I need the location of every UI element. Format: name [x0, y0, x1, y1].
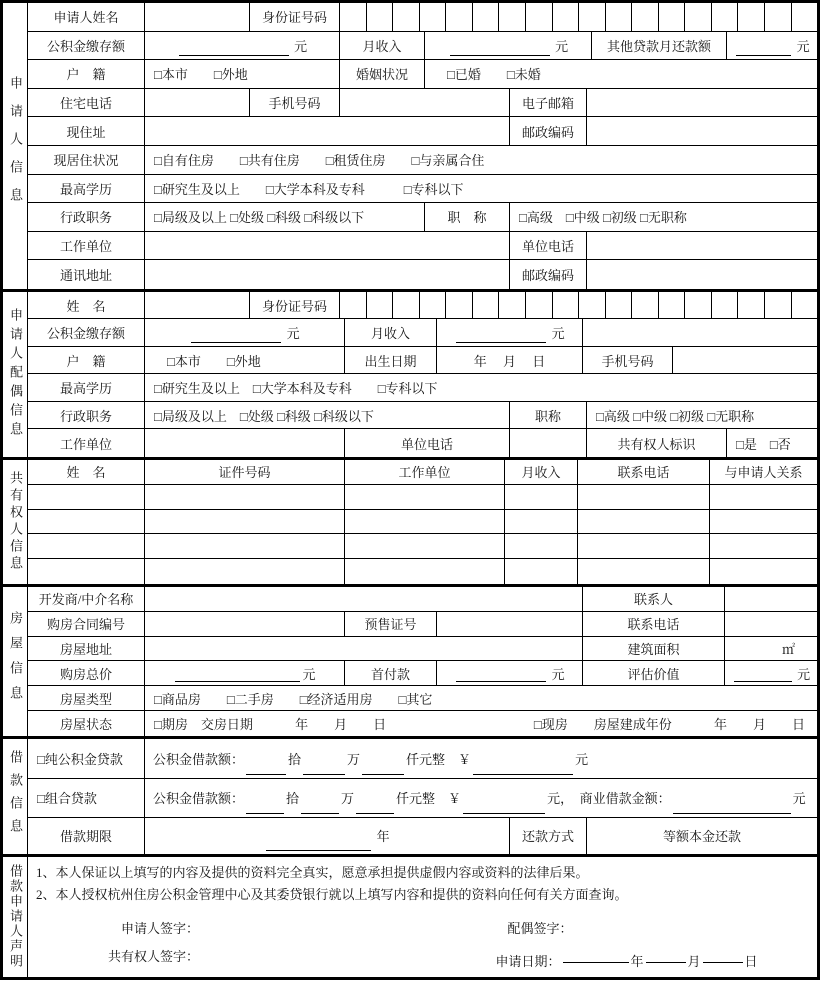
option-group[interactable]: □期房 交房日期 年 月 日 [154, 716, 387, 732]
fill-in-line[interactable] [736, 42, 791, 56]
id-digit-cell[interactable] [659, 292, 686, 319]
form-row [28, 203, 817, 232]
fill-in-line[interactable] [463, 800, 545, 814]
admin-duty-label: 行政职务 [28, 203, 145, 231]
section-rows-spouse [28, 292, 817, 457]
eval-value-value[interactable]: 元 [725, 661, 817, 685]
form-row [28, 661, 817, 686]
coowner-phone-input[interactable] [578, 485, 710, 509]
form-row [28, 402, 817, 430]
form-row [28, 32, 817, 61]
eval-value-label: 评估价值 [583, 661, 725, 685]
total-price-label: 购房总价 [28, 661, 145, 685]
spouse-mobile-input[interactable] [673, 347, 817, 374]
monthly-income-value[interactable]: 元 [425, 32, 592, 60]
spouse-title-options[interactable]: □高级 □中级 □初级 □无职称 [596, 408, 755, 424]
employer-label: 工作单位 [28, 232, 145, 260]
coowner-id-input[interactable] [145, 510, 345, 534]
floor-area-label: 建筑面积 [583, 637, 725, 661]
coowner-id-input[interactable] [145, 485, 345, 509]
spouse-admin-duty-label: 行政职务 [28, 402, 145, 429]
floor-area-value[interactable]: ㎡ [781, 641, 795, 657]
down-payment-label: 首付款 [345, 661, 437, 685]
fill-in-line[interactable] [563, 949, 629, 963]
coowner-income-input[interactable] [505, 559, 578, 584]
spouse-name-input[interactable] [145, 292, 250, 319]
fund-deposit-value[interactable]: 元 [145, 32, 340, 60]
id-digit-cell[interactable] [340, 292, 367, 319]
spouse-title-label: 职称 [510, 402, 587, 429]
loan-term-label: 借款期限 [28, 818, 145, 854]
other-loan-repay-value[interactable]: 元 [727, 32, 817, 60]
section-rows-house [28, 587, 817, 736]
current-address-input[interactable] [145, 117, 510, 145]
work-phone-input[interactable] [587, 232, 817, 260]
section-applicant [3, 3, 817, 292]
fill-in-line[interactable] [362, 761, 404, 775]
applicant-name-input[interactable] [145, 3, 250, 31]
coowner-relation-input[interactable] [710, 534, 817, 558]
id-digit-cell[interactable] [632, 292, 659, 319]
applicant-signature-field[interactable]: 申请人签字： [121, 920, 200, 936]
coowner-name-input[interactable] [28, 510, 145, 534]
spouse-work-phone-label: 单位电话 [345, 429, 510, 457]
id-digit-cell[interactable] [473, 3, 500, 31]
coowner-income-input[interactable] [505, 510, 578, 534]
education-options[interactable]: □研究生及以上 □大学本科及专科 □专科以下 [154, 181, 464, 197]
coowner-relation-input[interactable] [710, 559, 817, 584]
form-row [28, 60, 817, 89]
form-row [28, 232, 817, 261]
id-digit-cell[interactable] [659, 3, 686, 31]
form-row [28, 739, 817, 779]
form-row [28, 292, 817, 320]
contact-person-input[interactable] [725, 587, 817, 611]
id-digit-cell[interactable] [765, 292, 792, 319]
spouse-employer-input[interactable] [145, 429, 345, 457]
spouse-signature-field[interactable]: 配偶签字： [507, 920, 573, 936]
coowner-income-header: 月收入 [505, 460, 578, 484]
spouse-mobile-label: 手机号码 [583, 347, 673, 374]
id-digit-cell[interactable] [420, 292, 447, 319]
spouse-name-label: 姓 名 [28, 292, 145, 319]
developer-name-label: 开发商/中介名称 [28, 587, 145, 611]
form-row [28, 175, 817, 204]
coowner-id-input[interactable] [145, 534, 345, 558]
coowner-name-input[interactable] [28, 485, 145, 509]
spouse-birth-date-label: 出生日期 [345, 347, 437, 374]
home-phone-input[interactable] [145, 89, 250, 117]
repay-method-value: 等额本金还款 [662, 829, 741, 845]
title-label: 职 称 [425, 203, 510, 231]
email-input[interactable] [587, 89, 817, 117]
id-digit-cell[interactable] [606, 3, 633, 31]
id-digit-cell[interactable] [473, 292, 500, 319]
applicant-id-label: 身份证号码 [250, 3, 340, 31]
fill-in-line[interactable] [191, 329, 281, 343]
form-row [28, 686, 817, 711]
combo-loan-amount[interactable]: 公积金借款额： 拾 万 仟元整 ￥ 元， 商业借款金额： 元 [145, 779, 817, 817]
admin-duty-options[interactable]: □局级及以上 □处级 □科级 □科级以下 [145, 203, 425, 231]
monthly-income-label: 月收入 [340, 32, 425, 60]
fill-in-line[interactable] [473, 761, 573, 775]
coowner-name-header: 姓 名 [28, 460, 145, 484]
form-row [28, 818, 817, 854]
coowner-id-input[interactable] [145, 559, 345, 584]
contact-person-label: 联系人 [583, 587, 725, 611]
fill-in-line[interactable] [179, 42, 289, 56]
presale-no-label: 预售证号 [345, 612, 437, 636]
spouse-fund-deposit-value[interactable]: 元 [145, 319, 345, 346]
spouse-monthly-income-value[interactable]: 元 [437, 319, 583, 346]
form-row [28, 637, 817, 662]
id-digit-cell[interactable] [420, 3, 447, 31]
coowner-flag-options[interactable]: □是 □否 [736, 436, 791, 452]
contact-phone-input[interactable] [725, 612, 817, 636]
fill-in-line[interactable] [246, 761, 286, 775]
section-title-coowner: 共有权人信息 [3, 460, 28, 584]
form-row [28, 260, 817, 289]
spouse-birth-date-value[interactable]: 年 月 日 [437, 347, 583, 374]
living-status-label: 现居住状况 [28, 146, 145, 174]
section-rows-loan [28, 739, 817, 854]
spouse-hukou-options[interactable]: □本市 □外地 [145, 347, 345, 374]
section-title-spouse: 申请人配偶信息 [3, 292, 28, 457]
spouse-education-options[interactable]: □研究生及以上 □大学本科及专科 □专科以下 [154, 381, 438, 397]
home-phone-label: 住宅电话 [28, 89, 145, 117]
form-row [28, 779, 817, 818]
form-row [28, 711, 817, 736]
section-title-declaration: 借款申请人声明 [3, 857, 28, 977]
marital-status-label: 婚姻状况 [340, 60, 425, 88]
coowner-employer-input[interactable] [345, 559, 505, 584]
fill-in-line[interactable] [175, 668, 300, 682]
postcode-label: 邮政编码 [510, 117, 587, 145]
repay-method-label: 还款方式 [510, 818, 587, 854]
id-digit-cell[interactable] [553, 292, 580, 319]
id-digit-cell[interactable] [393, 3, 420, 31]
pure-fund-loan-option[interactable]: □纯公积金贷款 [28, 739, 145, 778]
declaration-line-2: 2、本人授权杭州住房公积金管理中心及其委贷银行就以上填写内容和提供的资料向任何有关方面查询。 [36, 886, 628, 902]
mailing-address-label: 通讯地址 [28, 260, 145, 289]
coowner-signature-field[interactable]: 共有权人签字： [108, 948, 200, 964]
coowner-relation-header: 与申请人关系 [724, 465, 803, 481]
section-declaration [3, 857, 817, 977]
form-row [28, 534, 817, 559]
mailing-address-input[interactable] [145, 260, 510, 289]
form-row [28, 146, 817, 175]
loan-term-value[interactable]: 年 [145, 818, 510, 854]
marital-status-options[interactable]: □已婚 □未婚 [434, 67, 541, 83]
apply-date-field[interactable]: 申请日期： 年 月 日 [423, 949, 810, 969]
postcode-label: 邮政编码 [510, 260, 587, 289]
coowner-employer-input[interactable] [345, 534, 505, 558]
form-row [28, 429, 817, 457]
id-digit-cell[interactable] [632, 3, 659, 31]
spouse-education-label: 最高学历 [28, 374, 145, 401]
spouse-admin-duty-options[interactable]: □局级及以上 □处级 □科级 □科级以下 [145, 402, 510, 429]
spouse-id-cells[interactable] [340, 292, 817, 319]
fill-in-line[interactable] [246, 800, 284, 814]
developer-name-input[interactable] [145, 587, 583, 611]
house-status-label: 房屋状态 [28, 711, 145, 736]
postcode-input[interactable] [587, 117, 817, 145]
coowner-id-header: 证件号码 [145, 460, 345, 484]
id-digit-cell[interactable] [446, 3, 473, 31]
fill-in-line[interactable] [450, 42, 550, 56]
coowner-phone-input[interactable] [578, 559, 710, 584]
other-loan-repay-label: 其他贷款月还款额 [592, 32, 727, 60]
id-digit-cell[interactable] [367, 292, 394, 319]
id-digit-cell[interactable] [738, 292, 765, 319]
coowner-relation-input[interactable] [710, 510, 817, 534]
mobile-input[interactable] [340, 89, 510, 117]
section-title-loan: 借款信息 [3, 739, 28, 854]
postcode-input[interactable] [587, 260, 817, 289]
fill-in-line[interactable] [456, 329, 546, 343]
id-digit-cell[interactable] [340, 3, 367, 31]
form-row [28, 3, 817, 32]
email-label: 电子邮箱 [510, 89, 587, 117]
fill-in-line[interactable] [301, 800, 339, 814]
employer-input[interactable] [145, 232, 510, 260]
id-digit-cell[interactable] [685, 3, 712, 31]
coowner-employer-input[interactable] [345, 485, 505, 509]
id-digit-cell[interactable] [367, 3, 394, 31]
contract-no-label: 购房合同编号 [28, 612, 145, 636]
section-rows-applicant [28, 3, 817, 289]
contact-phone-label: 联系电话 [583, 612, 725, 636]
section-coowner [3, 460, 817, 587]
combo-loan-option[interactable]: □组合贷款 [28, 779, 145, 817]
option-group[interactable]: □现房 房屋建成年份 年 月 日 [533, 716, 805, 732]
id-digit-cell[interactable] [712, 3, 739, 31]
section-title-house: 房屋信息 [3, 587, 28, 736]
id-digit-cell[interactable] [499, 292, 526, 319]
coowner-flag-label: 共有权人标识 [587, 429, 727, 457]
id-digit-cell[interactable] [765, 3, 792, 31]
coowner-employer-input[interactable] [345, 510, 505, 534]
coowner-income-input[interactable] [505, 485, 578, 509]
form-row [28, 460, 817, 485]
fill-in-line[interactable] [703, 949, 743, 963]
form-row [28, 510, 817, 535]
id-digit-cell[interactable] [712, 292, 739, 319]
form-row [28, 485, 817, 510]
id-digit-cell[interactable] [499, 3, 526, 31]
applicant-name-label: 申请人姓名 [28, 3, 145, 31]
fund-deposit-label: 公积金缴存额 [28, 32, 145, 60]
section-title-applicant: 申请人信息 [3, 3, 28, 289]
spouse-work-phone-input[interactable] [510, 429, 587, 457]
pure-fund-loan-amount[interactable]: 公积金借款额： 拾 万 仟元整 ￥ 元 [145, 739, 817, 778]
house-address-label: 房屋地址 [28, 637, 145, 661]
form-row [28, 587, 817, 612]
id-digit-cell[interactable] [446, 292, 473, 319]
living-status-options[interactable]: □自有住房 □共有住房 □租赁住房 □与亲属合住 [154, 153, 485, 169]
id-digit-cell[interactable] [792, 292, 817, 319]
form-row [28, 612, 817, 637]
id-digit-cell[interactable] [393, 292, 420, 319]
coowner-name-input[interactable] [28, 534, 145, 558]
id-digit-cell[interactable] [606, 292, 633, 319]
hukou-label: 户 籍 [28, 60, 145, 88]
spouse-monthly-income-label: 月收入 [345, 319, 437, 346]
applicant-id-cells[interactable] [340, 3, 817, 31]
id-digit-cell[interactable] [553, 3, 580, 31]
section-spouse [3, 292, 817, 460]
id-digit-cell[interactable] [526, 292, 553, 319]
spouse-fund-deposit-label: 公积金缴存额 [28, 319, 145, 346]
fill-in-line[interactable] [303, 761, 345, 775]
fill-in-line[interactable] [266, 837, 371, 851]
form-row [28, 319, 817, 347]
coowner-phone-input[interactable] [578, 510, 710, 534]
fill-in-line[interactable] [734, 668, 792, 682]
house-type-options[interactable]: □商品房 □二手房 □经济适用房 □其它 [154, 691, 433, 707]
coowner-phone-header: 联系电话 [578, 460, 710, 484]
section-loan [3, 739, 817, 857]
contract-no-input[interactable] [145, 612, 345, 636]
down-payment-value[interactable]: 元 [437, 661, 583, 685]
form-row [28, 559, 817, 584]
id-digit-cell[interactable] [579, 292, 606, 319]
title-options[interactable]: □高级 □中级 □初级 □无职称 [519, 210, 687, 226]
current-address-label: 现住址 [28, 117, 145, 145]
form-row [28, 374, 817, 402]
fill-in-line[interactable] [646, 949, 686, 963]
coowner-employer-header: 工作单位 [345, 460, 505, 484]
spouse-hukou-label: 户 籍 [28, 347, 145, 374]
mobile-label: 手机号码 [250, 89, 340, 117]
coowner-income-input[interactable] [505, 534, 578, 558]
coowner-relation-input[interactable] [710, 485, 817, 509]
id-digit-cell[interactable] [526, 3, 553, 31]
declaration-line-1: 1、本人保证以上填写的内容及提供的资料完全真实，愿意承担提供虚假内容或资料的法律后果。 [36, 864, 589, 880]
form-row [28, 117, 817, 146]
total-price-value[interactable]: 元 [145, 661, 345, 685]
fill-in-line[interactable] [356, 800, 394, 814]
id-digit-cell[interactable] [792, 3, 817, 31]
spouse-employer-label: 工作单位 [28, 429, 145, 457]
id-digit-cell[interactable] [738, 3, 765, 31]
coowner-name-input[interactable] [28, 559, 145, 584]
form-row [28, 89, 817, 118]
fill-in-line[interactable] [673, 800, 791, 814]
education-label: 最高学历 [28, 175, 145, 203]
section-rows-coowner [28, 460, 817, 584]
house-type-label: 房屋类型 [28, 686, 145, 710]
house-address-input[interactable] [145, 637, 583, 661]
section-house [3, 587, 817, 739]
work-phone-label: 单位电话 [510, 232, 587, 260]
declaration-body [28, 857, 817, 977]
fill-in-line[interactable] [456, 668, 546, 682]
form-row [28, 347, 817, 375]
id-digit-cell[interactable] [579, 3, 606, 31]
house-status-options[interactable] [145, 711, 817, 736]
presale-no-input[interactable] [437, 612, 583, 636]
coowner-phone-input[interactable] [578, 534, 710, 558]
id-digit-cell[interactable] [685, 292, 712, 319]
spouse-id-label: 身份证号码 [250, 292, 340, 319]
spouse-income-extra [583, 319, 817, 346]
hukou-options[interactable]: □本市 □外地 [145, 60, 340, 88]
